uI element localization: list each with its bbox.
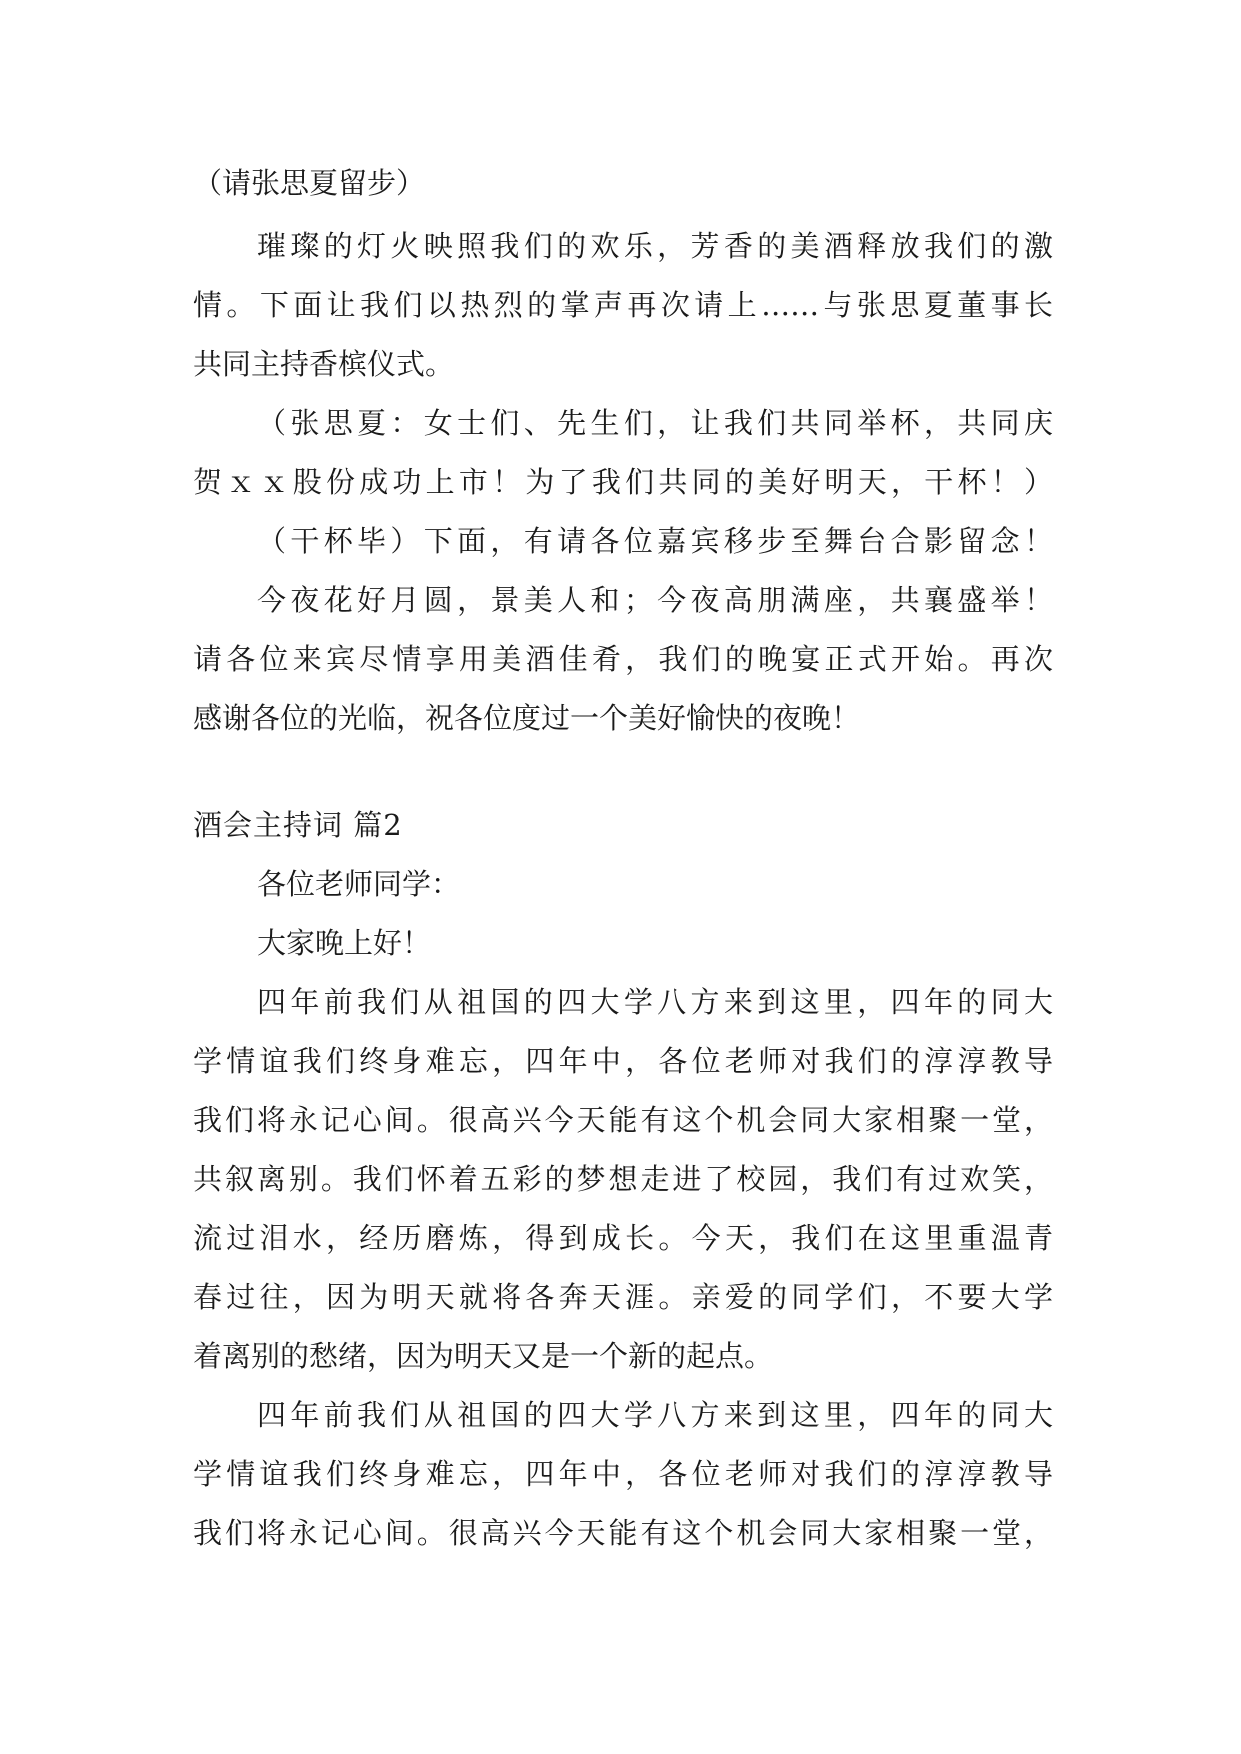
paragraph-line: （请张思夏留步） [193,166,426,200]
paragraph-line: 我们将永记心间。很高兴今天能有这个机会同大家相聚一堂， [193,1103,1053,1137]
paragraph-line: 情。下面让我们以热烈的掌声再次请上……与张思夏董事长 [193,288,1053,322]
paragraph-line: 共叙离别。我们怀着五彩的梦想走进了校园，我们有过欢笑， [193,1162,1053,1196]
paragraph-line: 大家晚上好！ [257,926,432,960]
paragraph-line: （张思夏：女士们、先生们，让我们共同举杯，共同庆 [257,406,1053,440]
paragraph-line: 学情谊我们终身难忘，四年中，各位老师对我们的淳淳教导 [193,1044,1053,1078]
paragraph-line: 今夜花好月圆，景美人和；今夜高朋满座，共襄盛举！ [257,583,1053,617]
paragraph-line: 流过泪水，经历磨炼，得到成长。今天，我们在这里重温青 [193,1221,1053,1255]
paragraph-line: 我们将永记心间。很高兴今天能有这个机会同大家相聚一堂， [193,1516,1053,1550]
paragraph-line: 璀璨的灯火映照我们的欢乐，芳香的美酒释放我们的激 [257,229,1053,263]
section-heading: 酒会主持词 篇2 [193,808,403,842]
paragraph-line: 请各位来宾尽情享用美酒佳肴，我们的晚宴正式开始。再次 [193,642,1053,676]
paragraph-line: 共同主持香槟仪式。 [193,347,455,381]
paragraph-line: 四年前我们从祖国的四大学八方来到这里，四年的同大 [257,1398,1053,1432]
paragraph-line: 四年前我们从祖国的四大学八方来到这里，四年的同大 [257,985,1053,1019]
paragraph-line: 着离别的愁绪，因为明天又是一个新的起点。 [193,1339,774,1373]
paragraph-line: 学情谊我们终身难忘，四年中，各位老师对我们的淳淳教导 [193,1457,1053,1491]
paragraph-line: 感谢各位的光临，祝各位度过一个美好愉快的夜晚！ [193,701,861,735]
paragraph-line: 贺ｘｘ股份成功上市！为了我们共同的美好明天，干杯！） [193,465,1053,499]
paragraph-line: 各位老师同学： [257,867,461,901]
paragraph-line: 春过往，因为明天就将各奔天涯。亲爱的同学们，不要大学 [193,1280,1053,1314]
paragraph-line: （干杯毕）下面，有请各位嘉宾移步至舞台合影留念！ [257,524,1053,558]
